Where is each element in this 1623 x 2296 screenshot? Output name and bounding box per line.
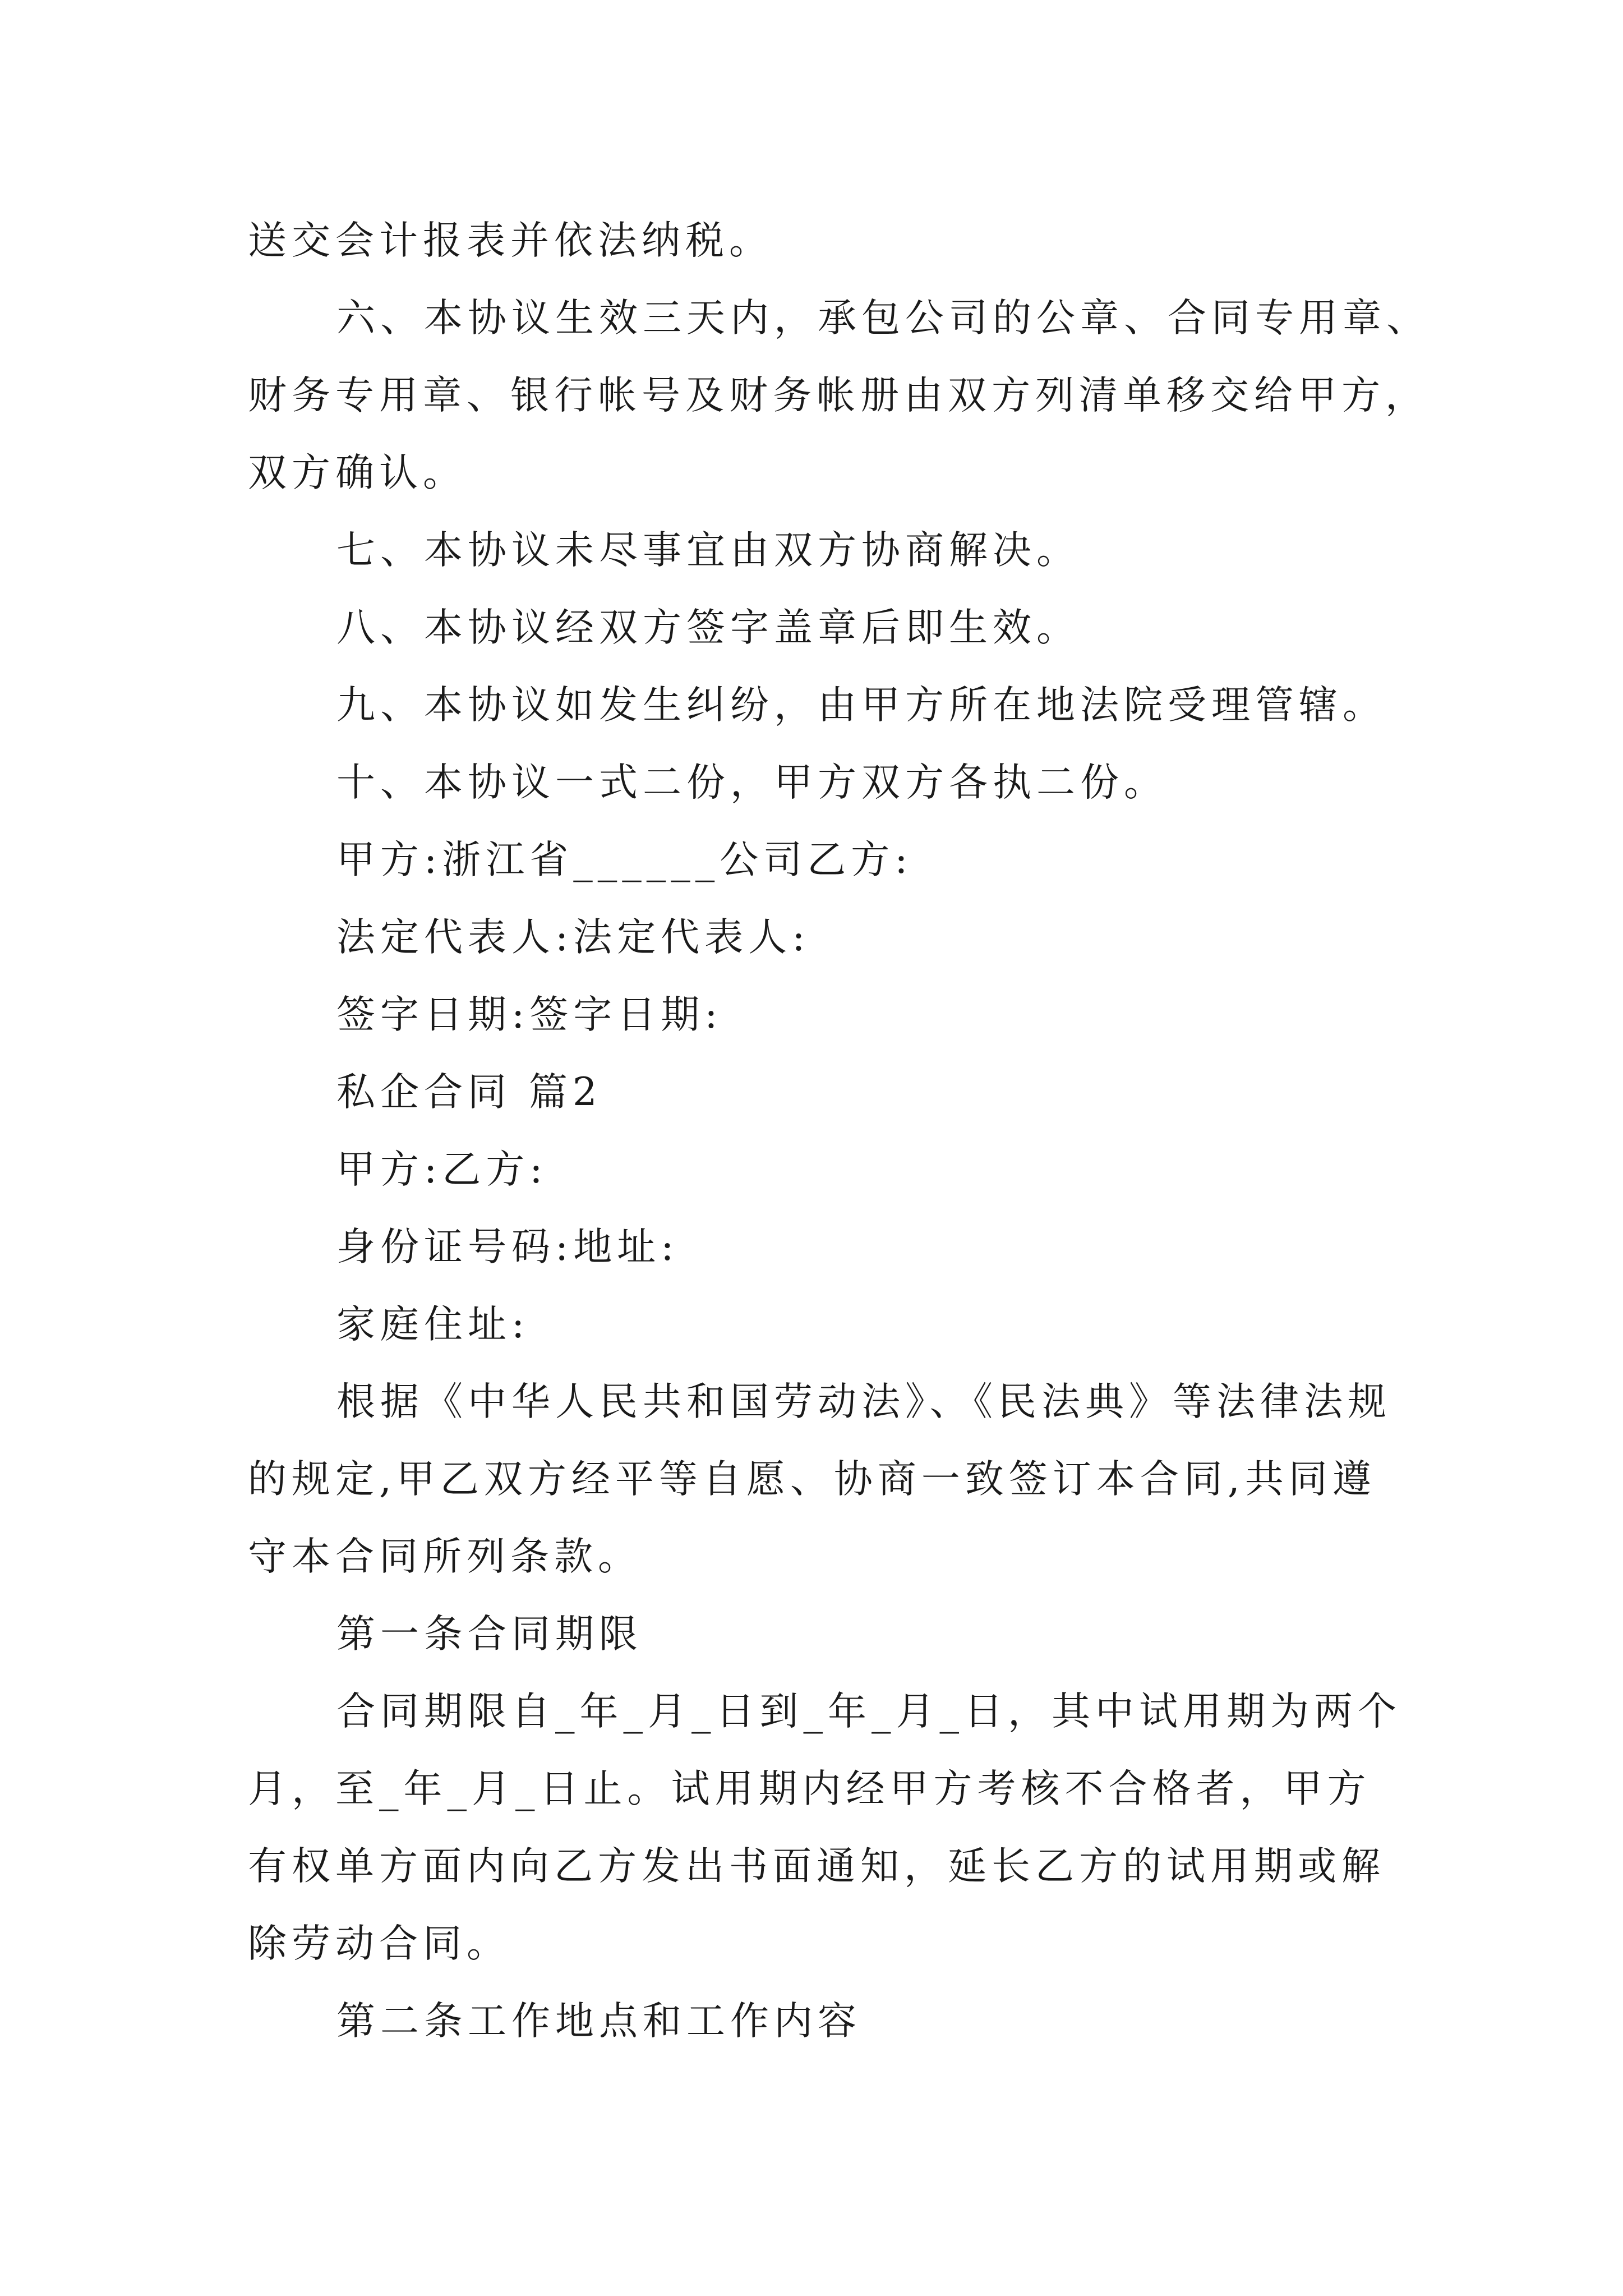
clause-heading: 第二条工作地点和工作内容 <box>336 1999 861 2044</box>
text-line: 六、本协议生效三天内，承包公司的公章、合同专用章、 <box>336 296 1430 341</box>
text-line: 家庭住址: <box>336 1302 530 1347</box>
signature-representative-line: 法定代表人:法定代表人: <box>336 915 810 960</box>
text-line: 的规定,甲乙双方经平等自愿、协商一致签订本合同,共同遵 <box>248 1457 1376 1502</box>
text-line: 根据《中华人民共和国劳动法》、《民法典》等法律法规 <box>336 1379 1391 1424</box>
clause-heading: 第一条合同期限 <box>336 1612 643 1657</box>
text-line: 财务专用章、银行帐号及财务帐册由双方列清单移交给甲方， <box>248 373 1429 418</box>
signature-party-line: 甲方:浙江省______公司乙方: <box>336 838 913 882</box>
text-line: 七、本协议未尽事宜由双方协商解决。 <box>336 528 1080 573</box>
text-line: 八、本协议经双方签字盖章后即生效。 <box>336 605 1080 650</box>
text-line: 合同期限自_年_月_日到_年_月_日，其中试用期为两个 <box>336 1689 1401 1734</box>
text-line: 甲方:乙方: <box>336 1147 548 1192</box>
text-line: 月，至_年_月_日止。试用期内经甲方考核不合格者，甲方 <box>248 1766 1371 1811</box>
text-line: 送交会计报表并依法纳税。 <box>248 218 773 263</box>
text-line: 除劳动合同。 <box>248 1921 510 1966</box>
signature-date-line: 签字日期:签字日期: <box>336 992 723 1037</box>
text-line: 九、本协议如发生纠纷，由甲方所在地法院受理管辖。 <box>336 683 1386 728</box>
text-line: 双方确认。 <box>248 450 467 495</box>
text-line: 守本合同所列条款。 <box>248 1534 642 1579</box>
text-line: 有权单方面内向乙方发出书面通知，延长乙方的试用期或解 <box>248 1844 1385 1889</box>
text-line: 十、本协议一式二份，甲方双方各执二份。 <box>336 760 1168 805</box>
section-heading: 私企合同 篇2 <box>336 1070 602 1115</box>
text-line: 身份证号码:地址: <box>336 1225 679 1269</box>
